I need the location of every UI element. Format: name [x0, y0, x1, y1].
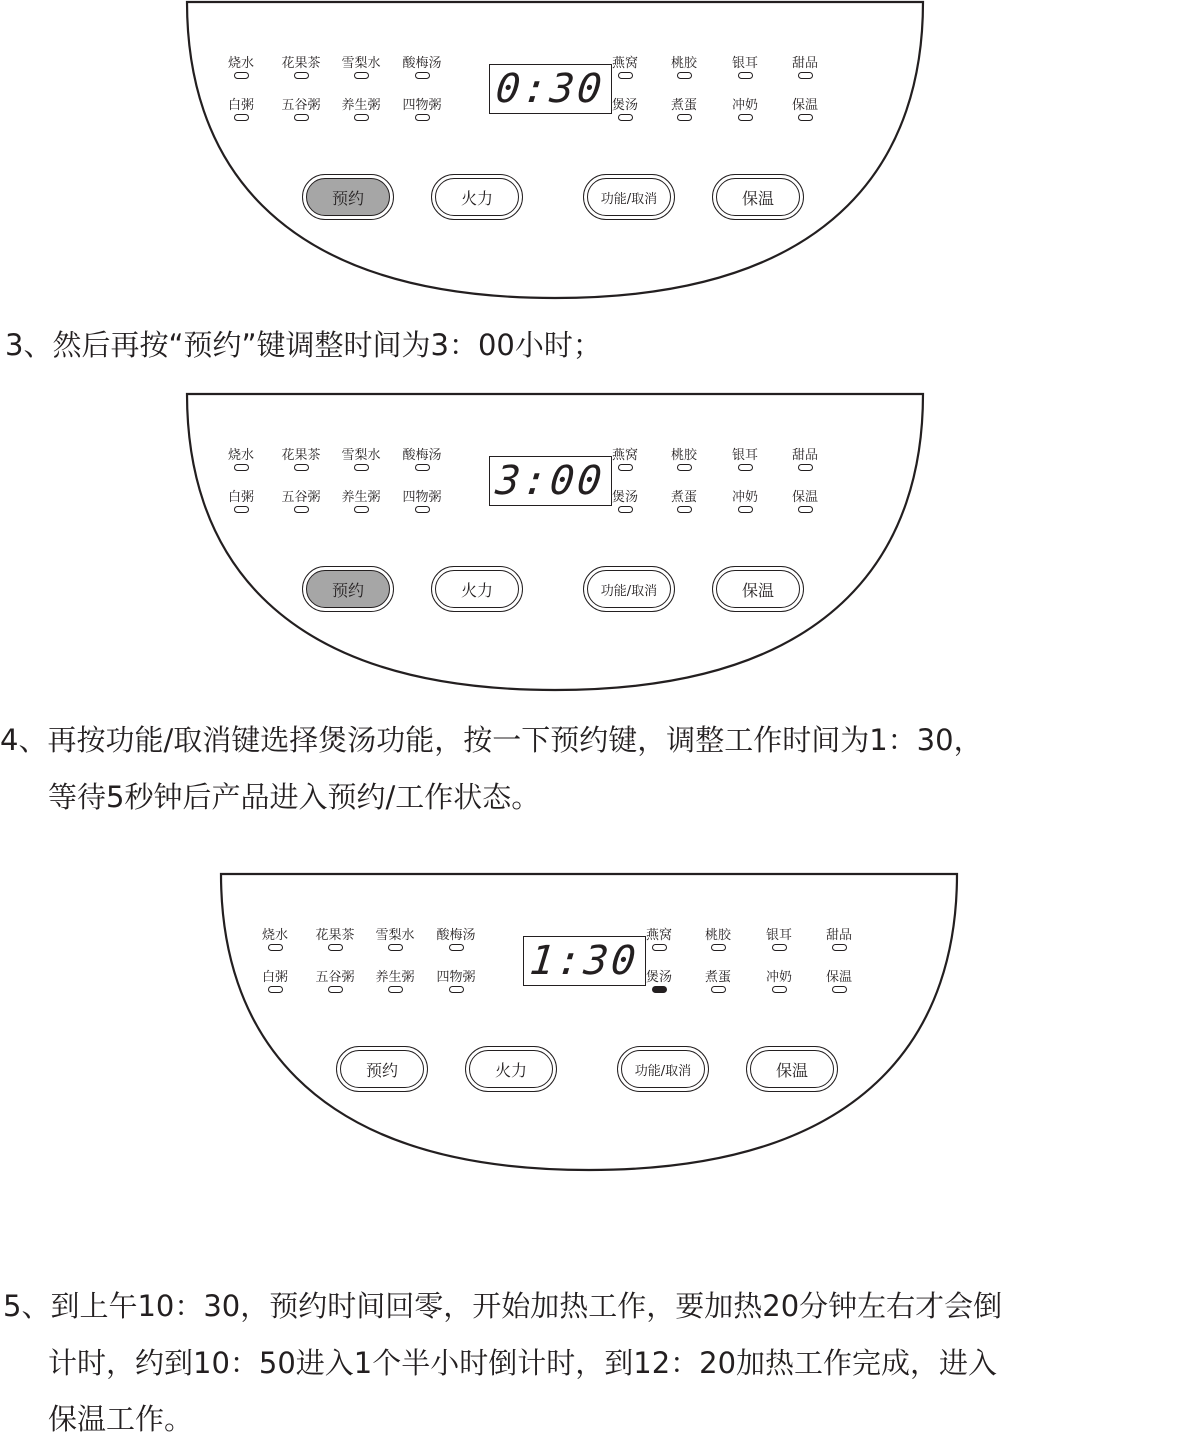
time-display-digits: 0:30 — [493, 66, 608, 112]
instruction-step4-line1: 4、再按功能/取消键选择煲汤功能，按一下预约键，调整工作时间为1：30， — [0, 723, 983, 757]
indicator-light — [772, 944, 787, 951]
function-label: 烧水 — [227, 56, 254, 71]
indicator-light — [677, 506, 692, 513]
function-indicator — [595, 98, 655, 121]
function-cancel-button-label: 功能/取消 — [621, 1050, 705, 1088]
function-indicator — [331, 98, 391, 121]
function-indicator — [392, 490, 452, 513]
function-indicator — [654, 448, 714, 471]
indicator-light — [798, 114, 813, 121]
heat-button-label: 火力 — [435, 570, 519, 608]
indicator-light — [798, 72, 813, 79]
function-indicator — [245, 928, 305, 951]
function-indicator — [654, 56, 714, 79]
function-indicator — [392, 448, 452, 471]
function-indicator — [271, 448, 331, 471]
function-cancel-button-label: 功能/取消 — [587, 178, 671, 216]
function-indicator — [426, 928, 486, 951]
indicator-light — [798, 506, 813, 513]
function-label: 雪梨水 — [341, 56, 381, 71]
function-label: 烧水 — [261, 928, 288, 943]
function-indicator — [211, 490, 271, 513]
control-panel-1 — [185, 0, 925, 306]
function-label: 桃胶 — [670, 56, 697, 71]
control-panel-outline — [219, 872, 959, 1178]
function-label: 甜品 — [825, 928, 852, 943]
indicator-light — [294, 72, 309, 79]
function-indicator — [809, 928, 869, 951]
function-indicator — [392, 56, 452, 79]
keep-warm-button-label: 保温 — [716, 570, 800, 608]
function-indicator — [595, 490, 655, 513]
function-label: 燕窝 — [611, 56, 638, 71]
function-label: 四物粥 — [402, 490, 442, 505]
function-indicator — [629, 970, 689, 993]
function-label: 保温 — [791, 490, 818, 505]
indicator-light — [832, 986, 847, 993]
function-label: 银耳 — [731, 448, 758, 463]
function-label: 五谷粥 — [281, 490, 321, 505]
function-label: 银耳 — [765, 928, 792, 943]
function-indicator — [365, 970, 425, 993]
indicator-light — [618, 72, 633, 79]
function-indicator — [775, 490, 835, 513]
function-label: 养生粥 — [341, 98, 381, 113]
function-label: 银耳 — [731, 56, 758, 71]
indicator-light — [268, 986, 283, 993]
function-label: 五谷粥 — [315, 970, 355, 985]
function-label: 白粥 — [227, 490, 254, 505]
appointment-button-label: 预约 — [306, 570, 390, 608]
indicator-light — [268, 944, 283, 951]
function-indicator — [305, 970, 365, 993]
indicator-light — [652, 986, 667, 993]
function-label: 酸梅汤 — [402, 56, 442, 71]
function-indicator — [331, 448, 391, 471]
function-indicator — [749, 928, 809, 951]
indicator-light — [354, 506, 369, 513]
function-indicator — [775, 98, 835, 121]
function-label: 四物粥 — [436, 970, 476, 985]
indicator-light — [652, 944, 667, 951]
indicator-light — [415, 114, 430, 121]
function-indicator — [211, 448, 271, 471]
function-indicator — [775, 448, 835, 471]
function-label: 养生粥 — [375, 970, 415, 985]
function-indicator — [775, 56, 835, 79]
heat-button[interactable] — [431, 566, 523, 612]
function-indicator — [595, 448, 655, 471]
function-label: 保温 — [825, 970, 852, 985]
function-indicator — [688, 928, 748, 951]
function-indicator — [392, 98, 452, 121]
time-display-digits: 1:30 — [527, 938, 642, 984]
control-panel-2 — [185, 392, 925, 698]
indicator-light — [234, 506, 249, 513]
function-indicator — [365, 928, 425, 951]
indicator-light — [234, 464, 249, 471]
function-cancel-button-label: 功能/取消 — [587, 570, 671, 608]
time-display-digits: 3:00 — [493, 458, 608, 504]
function-label: 四物粥 — [402, 98, 442, 113]
appointment-button[interactable] — [302, 174, 394, 220]
function-cancel-button[interactable] — [583, 566, 675, 612]
keep-warm-button[interactable] — [746, 1046, 838, 1092]
indicator-light — [388, 944, 403, 951]
instruction-step5-line2: 计时，约到10：50进入1个半小时倒计时，到12：20加热工作完成，进入 — [48, 1346, 998, 1380]
instruction-step3: 3、然后再按“预约”键调整时间为3：00小时； — [5, 328, 602, 362]
function-indicator — [426, 970, 486, 993]
indicator-light — [711, 986, 726, 993]
indicator-light — [738, 72, 753, 79]
function-indicator — [715, 98, 775, 121]
indicator-light — [415, 464, 430, 471]
function-label: 煮蛋 — [704, 970, 731, 985]
function-label: 桃胶 — [670, 448, 697, 463]
function-label: 煮蛋 — [670, 98, 697, 113]
indicator-light — [294, 506, 309, 513]
function-indicator — [654, 98, 714, 121]
indicator-light — [738, 506, 753, 513]
heat-button[interactable] — [431, 174, 523, 220]
instruction-step5-line1: 5、到上午10：30，预约时间回零，开始加热工作，要加热20分钟左右才会倒 — [3, 1289, 1003, 1323]
function-label: 煮蛋 — [670, 490, 697, 505]
indicator-light — [618, 506, 633, 513]
function-label: 养生粥 — [341, 490, 381, 505]
indicator-light — [798, 464, 813, 471]
indicator-light — [449, 986, 464, 993]
function-cancel-button[interactable] — [583, 174, 675, 220]
function-label: 燕窝 — [645, 928, 672, 943]
indicator-light — [618, 464, 633, 471]
function-indicator — [305, 928, 365, 951]
control-panel-outline — [185, 392, 925, 698]
function-indicator — [271, 490, 331, 513]
indicator-light — [354, 464, 369, 471]
function-indicator — [654, 490, 714, 513]
indicator-light — [415, 72, 430, 79]
indicator-light — [711, 944, 726, 951]
indicator-light — [677, 72, 692, 79]
function-indicator — [211, 98, 271, 121]
function-indicator — [715, 490, 775, 513]
function-indicator — [629, 928, 689, 951]
indicator-light — [294, 464, 309, 471]
indicator-light — [832, 944, 847, 951]
appointment-button-label: 预约 — [340, 1050, 424, 1088]
appointment-button-label: 预约 — [306, 178, 390, 216]
keep-warm-button[interactable] — [712, 174, 804, 220]
indicator-light — [618, 114, 633, 121]
function-indicator — [245, 970, 305, 993]
indicator-light — [354, 72, 369, 79]
indicator-light — [234, 72, 249, 79]
keep-warm-button[interactable] — [712, 566, 804, 612]
function-label: 花果茶 — [281, 56, 321, 71]
function-indicator — [809, 970, 869, 993]
function-cancel-button[interactable] — [617, 1046, 709, 1092]
function-label: 保温 — [791, 98, 818, 113]
function-label: 煲汤 — [611, 98, 638, 113]
function-label: 冲奶 — [765, 970, 792, 985]
keep-warm-button-label: 保温 — [750, 1050, 834, 1088]
control-panel-outline — [185, 0, 925, 306]
function-label: 五谷粥 — [281, 98, 321, 113]
function-indicator — [688, 970, 748, 993]
instruction-step4-line2: 等待5秒钟后产品进入预约/工作状态。 — [48, 780, 541, 814]
time-display — [489, 64, 612, 114]
instruction-step5-line3: 保温工作。 — [48, 1402, 194, 1436]
indicator-light — [415, 506, 430, 513]
function-label: 煲汤 — [645, 970, 672, 985]
indicator-light — [677, 464, 692, 471]
appointment-button[interactable] — [336, 1046, 428, 1092]
indicator-light — [328, 944, 343, 951]
function-indicator — [271, 56, 331, 79]
function-label: 甜品 — [791, 448, 818, 463]
function-indicator — [271, 98, 331, 121]
indicator-light — [328, 986, 343, 993]
function-label: 烧水 — [227, 448, 254, 463]
indicator-light — [738, 464, 753, 471]
indicator-light — [677, 114, 692, 121]
function-label: 花果茶 — [281, 448, 321, 463]
function-label: 燕窝 — [611, 448, 638, 463]
indicator-light — [388, 986, 403, 993]
heat-button-label: 火力 — [435, 178, 519, 216]
keep-warm-button-label: 保温 — [716, 178, 800, 216]
function-indicator — [211, 56, 271, 79]
function-label: 白粥 — [227, 98, 254, 113]
indicator-light — [449, 944, 464, 951]
function-label: 花果茶 — [315, 928, 355, 943]
function-label: 桃胶 — [704, 928, 731, 943]
indicator-light — [234, 114, 249, 121]
function-label: 酸梅汤 — [402, 448, 442, 463]
indicator-light — [354, 114, 369, 121]
appointment-button[interactable] — [302, 566, 394, 612]
indicator-light — [294, 114, 309, 121]
control-panel-3 — [219, 872, 959, 1178]
function-label: 冲奶 — [731, 490, 758, 505]
function-label: 白粥 — [261, 970, 288, 985]
function-indicator — [715, 56, 775, 79]
time-display — [523, 936, 646, 986]
function-label: 酸梅汤 — [436, 928, 476, 943]
function-label: 甜品 — [791, 56, 818, 71]
function-label: 雪梨水 — [341, 448, 381, 463]
function-indicator — [715, 448, 775, 471]
heat-button[interactable] — [465, 1046, 557, 1092]
function-indicator — [331, 56, 391, 79]
indicator-light — [738, 114, 753, 121]
function-label: 煲汤 — [611, 490, 638, 505]
function-indicator — [595, 56, 655, 79]
function-indicator — [331, 490, 391, 513]
function-label: 雪梨水 — [375, 928, 415, 943]
heat-button-label: 火力 — [469, 1050, 553, 1088]
time-display — [489, 456, 612, 506]
indicator-light — [772, 986, 787, 993]
function-label: 冲奶 — [731, 98, 758, 113]
function-indicator — [749, 970, 809, 993]
